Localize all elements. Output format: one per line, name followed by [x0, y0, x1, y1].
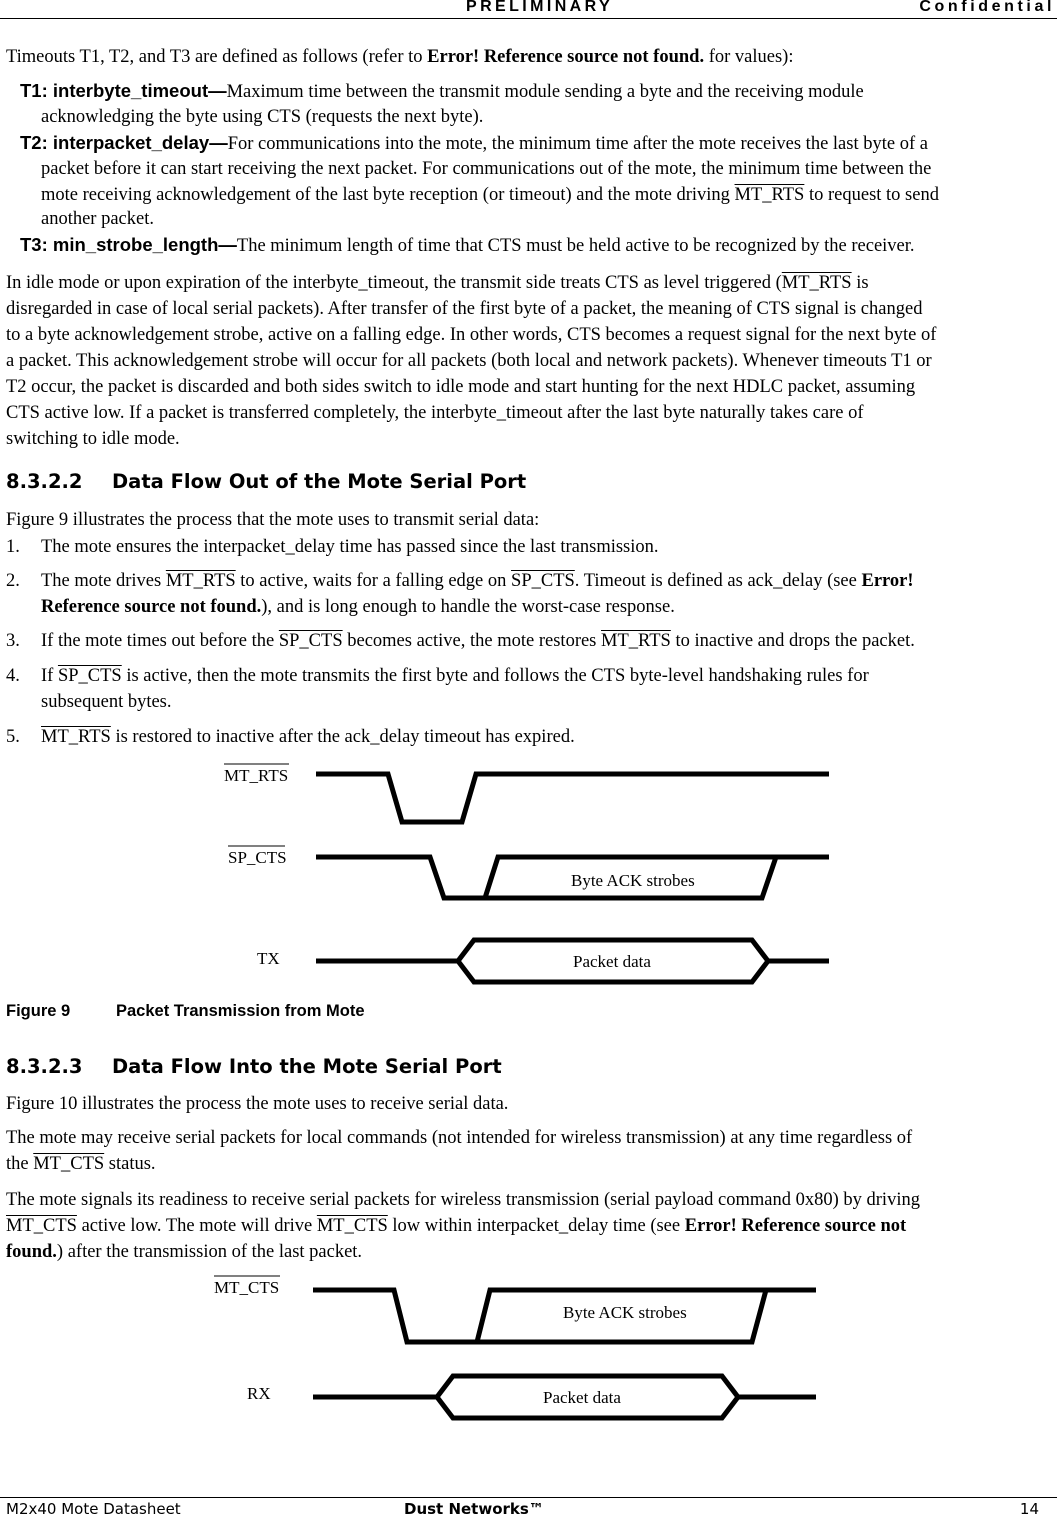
- step-4-cont: subsequent bytes.: [41, 692, 172, 712]
- t2-term: T2: interpacket_delay—: [20, 132, 228, 153]
- step-5: 5. MT_RTS is restored to inactive after the ack_delay timeout has expired.: [6, 727, 575, 747]
- header-confidential: Confidential: [919, 0, 1055, 15]
- t2-definition-line4: another packet.: [41, 209, 154, 229]
- label-tx: TX: [257, 949, 280, 968]
- idle-mode-paragraph: In idle mode or upon expiration of the interbyte_timeout, the transmit side treats CTS as level triggered (MT_RTS is disregarded in case of local serial packets). After transfer of the first byte of a packet, the meaning of CTS signal is changed to a byte acknowledgement strobe, active on a falling edge. In other words, CTS becomes a request signal for the next byte of a packet. This acknowledgement strobe will occur for all packets (both local and network packets). Whenever timeouts T1 or T2 occur, the packet is discarded and both sides switch to idle mode and start hunting for the next HDLC packet, assuming CTS active low. If a packet is transferred completely, the interbyte_timeout after the last byte naturally takes care of switching to idle mode.: [6, 273, 937, 449]
- step-4: 4. If SP_CTS is active, then the mote transmits the first byte and follows the CTS byte-level handshaking rules for: [6, 666, 869, 686]
- section-out-intro: Figure 9 illustrates the process that the mote uses to transmit serial data:: [6, 510, 540, 530]
- page-header: [0, 0, 1057, 19]
- figure-10-timing-diagram: [200, 1268, 840, 1428]
- label-mt-cts: MT_CTS: [214, 1278, 280, 1297]
- t2-definition: T2: interpacket_delay—For communications into the mote, the minimum time after the mote receives the last byte of a: [20, 132, 928, 154]
- t1-definition: T1: interbyte_timeout—Maximum time between the transmit module sending a byte and the receiving module: [20, 80, 864, 102]
- timeouts-intro: Timeouts T1, T2, and T3 are defined as follows (refer to Error! Reference source not found. for values):: [6, 47, 794, 67]
- label-packet-data: Packet data: [543, 1388, 621, 1407]
- t1-definition-cont: acknowledging the byte using CTS (requests the next byte).: [41, 107, 484, 127]
- footer-doc-title: M2x40 Mote Datasheet: [6, 1500, 181, 1518]
- mt-rts-waveform: [316, 774, 829, 822]
- label-packet-data: Packet data: [573, 952, 651, 971]
- t3-term: T3: min_strobe_length—: [20, 234, 237, 255]
- step-3: 3. If the mote times out before the SP_CTS becomes active, the mote restores MT_RTS to inactive and drops the packet.: [6, 631, 915, 651]
- section-in-p1: Figure 10 illustrates the process the mote uses to receive serial data.: [6, 1094, 509, 1114]
- section-heading-in: 8.3.2.3 Data Flow Into the Mote Serial Port: [6, 1055, 502, 1078]
- footer-page-number: 14: [1019, 1500, 1039, 1518]
- signal-mt-rts: MT_RTS: [734, 185, 805, 205]
- t2-definition-line2: packet before it can start receiving the next packet. For communications out of the mote, the minimum time between the: [41, 159, 932, 179]
- figure-9-caption: Figure 9 Packet Transmission from Mote: [6, 1002, 365, 1020]
- header-preliminary: PRELIMINARY: [466, 0, 614, 15]
- t3-definition: T3: min_strobe_length—The minimum length of time that CTS must be held active to be recognized by the receiver.: [20, 234, 915, 256]
- footer-company: Dust Networks™: [404, 1500, 544, 1518]
- step-1: 1. The mote ensures the interpacket_delay time has passed since the last transmission.: [6, 537, 659, 557]
- step-2-cont: Reference source not found.), and is long enough to handle the worst-case response.: [41, 597, 675, 617]
- t1-term: T1: interbyte_timeout—: [20, 80, 227, 101]
- section-heading-out: 8.3.2.2 Data Flow Out of the Mote Serial Port: [6, 470, 527, 493]
- signal-mt-rts: MT_RTS: [781, 273, 852, 293]
- page-footer: [0, 1497, 1057, 1518]
- label-sp-cts: SP_CTS: [228, 848, 287, 867]
- t2-definition-line3: mote receiving acknowledgement of the last byte reception (or timeout) and the mote driving MT_RTS to request to send: [41, 185, 939, 205]
- mt-cts-waveform: [313, 1290, 477, 1342]
- error-reference: Error! Reference source not found.: [427, 47, 705, 67]
- sp-cts-waveform: [316, 857, 485, 898]
- section-in-p3: The mote signals its readiness to receive serial packets for wireless transmission (serial payload command 0x80) by driving MT_CTS active low. The mote will drive MT_CTS low within interpacket_delay time (see Error! Reference source not found.) after the transmission of the last packet.: [6, 1190, 920, 1262]
- label-byte-ack-strobes: Byte ACK strobes: [571, 871, 695, 890]
- figure-9-timing-diagram: [200, 755, 840, 990]
- step-2: 2. The mote drives MT_RTS to active, waits for a falling edge on SP_CTS. Timeout is defined as ack_delay (see Error!: [6, 571, 914, 591]
- label-byte-ack-strobes: Byte ACK strobes: [563, 1303, 687, 1322]
- label-mt-rts: MT_RTS: [224, 766, 289, 785]
- label-rx: RX: [247, 1384, 271, 1403]
- section-in-p2: The mote may receive serial packets for local commands (not intended for wireless transmission) at any time regardless of the MT_CTS status.: [6, 1128, 913, 1174]
